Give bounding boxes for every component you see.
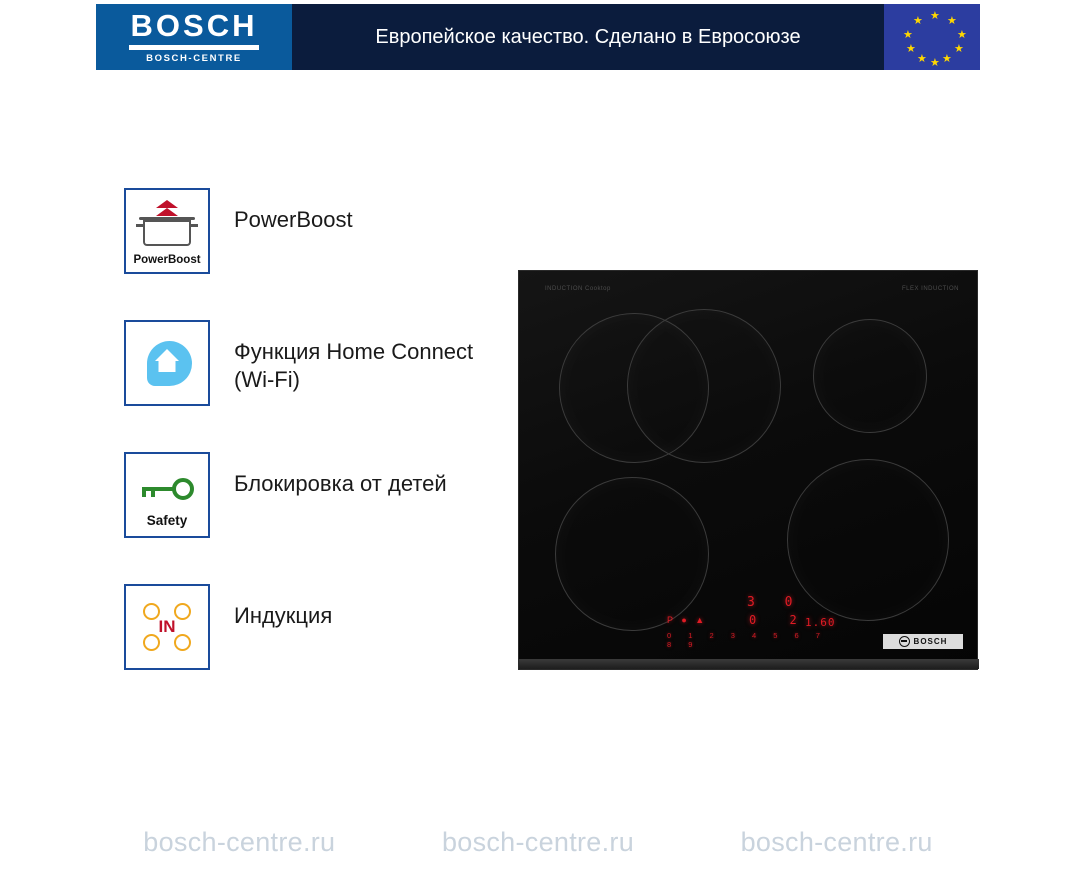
child-lock-icon-caption: Safety: [146, 513, 188, 528]
display-level-right: 1.60: [805, 616, 836, 629]
pot-handle-left: [136, 224, 143, 227]
key-ring-shape: [172, 478, 194, 500]
feature-label-child-lock: Блокировка от детей: [234, 471, 447, 496]
key-tooth-shape: [151, 487, 155, 497]
induction-icon-caption: IN: [158, 617, 176, 636]
key-tooth-shape: [142, 487, 146, 497]
display-indicator-icons: P ● ▲: [667, 615, 708, 625]
feature-item-child-lock: [124, 452, 484, 540]
feature-item-powerboost: [124, 188, 484, 276]
house-roof-shape: [155, 349, 179, 361]
pot-handle-right: [191, 224, 198, 227]
powerboost-icon: [124, 188, 210, 274]
logo-brand-text: BOSCH: [130, 8, 258, 43]
header-banner: [96, 4, 980, 70]
hob-top-left-label: INDUCTION Cooktop: [545, 286, 611, 292]
feature-item-home-connect: [124, 320, 484, 408]
feature-item-induction: [124, 584, 484, 672]
feature-label-home-connect: Функция Home Connect (Wi-Fi): [234, 339, 474, 392]
eu-flag-icon: ★ ★ ★ ★ ★ ★ ★ ★ ★ ★: [884, 4, 980, 70]
child-lock-key-icon: [124, 452, 210, 538]
watermark-text: bosch-centre.ru: [740, 827, 933, 857]
induction-icon: [124, 584, 210, 670]
bosch-mark-icon: [899, 636, 910, 647]
product-image: [518, 270, 978, 680]
banner-slogan: Европейское качество. Сделано в Евросоюзе: [292, 4, 884, 70]
pot-body-shape: [143, 220, 191, 246]
feature-label-induction: Индукция: [234, 603, 333, 628]
hob-control-panel[interactable]: [667, 595, 837, 651]
watermark-text: bosch-centre.ru: [143, 827, 336, 857]
induction-hob-surface: [518, 270, 978, 670]
bosch-logo: [96, 4, 292, 70]
display-line-1: 3 0: [747, 595, 804, 610]
cooking-zone: [813, 319, 927, 433]
hob-front-edge: [519, 659, 979, 669]
power-slider[interactable]: 0 1 2 3 4 5 6 7 8 9: [667, 631, 828, 649]
hob-top-right-label: FLEX INDUCTION: [901, 286, 959, 292]
powerboost-icon-caption: PowerBoost: [133, 254, 201, 266]
home-connect-icon: [124, 320, 210, 406]
feature-list: [124, 188, 484, 716]
chevron-up-icon: [156, 208, 178, 216]
watermark-text: bosch-centre.ru: [441, 827, 635, 857]
product-brand-badge-text: BOSCH: [913, 637, 948, 646]
watermark-row: [0, 827, 1076, 858]
display-line-2: 0 2: [749, 613, 810, 627]
key-shaft-shape: [142, 487, 174, 491]
product-brand-badge: [883, 634, 963, 649]
logo-subtitle: BOSCH-CENTRE: [146, 53, 242, 64]
feature-label-powerboost: PowerBoost: [234, 207, 353, 232]
cooking-zone: [627, 309, 781, 463]
chevron-up-icon: [156, 200, 178, 208]
logo-divider: [129, 45, 259, 50]
house-body-shape: [159, 361, 176, 372]
